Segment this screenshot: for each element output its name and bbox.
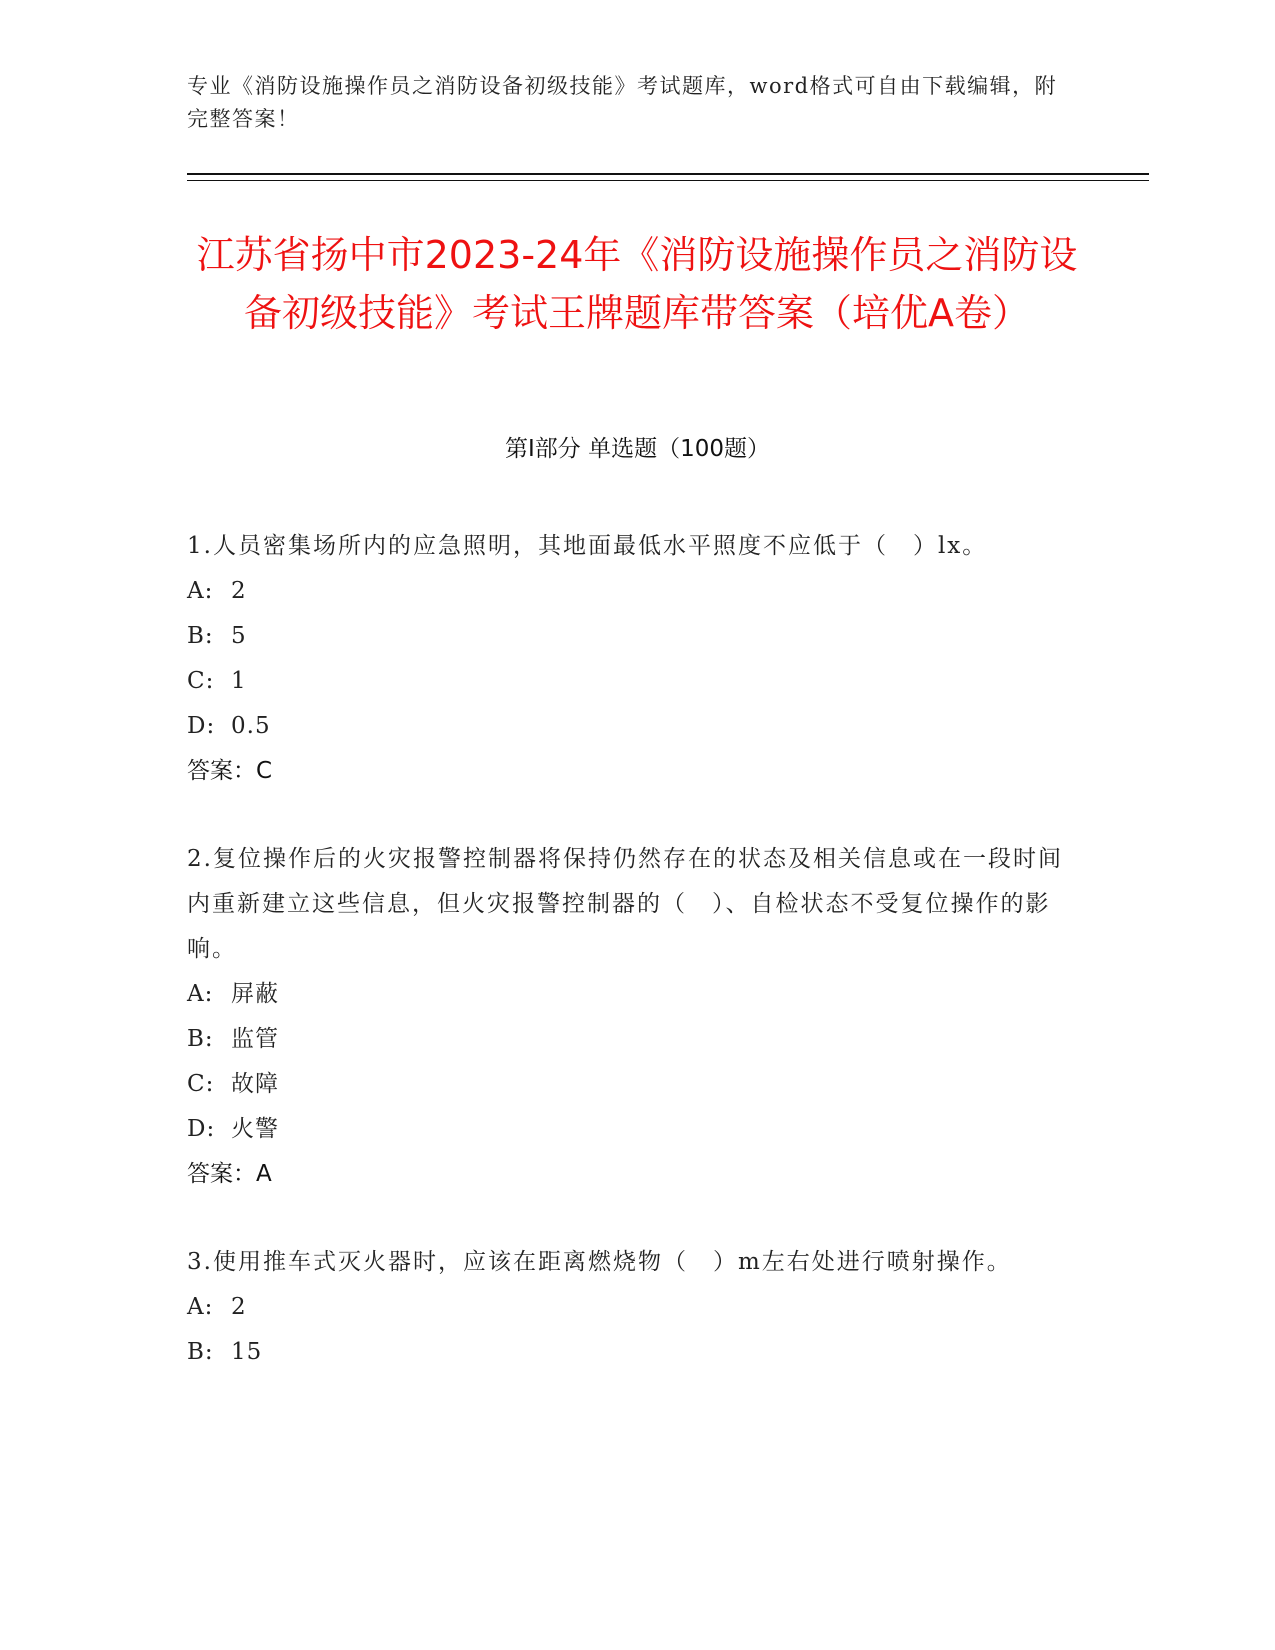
- option-letter: B:: [187, 623, 214, 649]
- option-letter: A:: [187, 1294, 214, 1320]
- option-letter: A:: [187, 981, 214, 1007]
- answer-line: 答案：C: [187, 758, 273, 784]
- option-letter: C:: [187, 668, 215, 694]
- option-b: [187, 1017, 1087, 1062]
- question-stem: 1.人员密集场所内的应急照明，其地面最低水平照度不应低于（ ）lx。: [187, 533, 988, 559]
- option-b: [187, 1330, 1087, 1375]
- option-text: 0.5: [231, 713, 271, 739]
- header-divider-thin: [187, 180, 1149, 181]
- option-letter: A:: [187, 578, 214, 604]
- option-letter: C:: [187, 1071, 215, 1097]
- question-2: [187, 837, 1087, 1197]
- question-3: [187, 1240, 1087, 1375]
- option-text: 屏蔽: [231, 981, 279, 1007]
- option-letter: B:: [187, 1339, 214, 1365]
- option-text: 监管: [231, 1026, 279, 1052]
- answer-line: 答案：A: [187, 1161, 272, 1187]
- question-stem: 3.使用推车式灭火器时，应该在距离燃烧物（ ）m左右处进行喷射操作。: [187, 1249, 1012, 1275]
- option-text: 2: [231, 578, 247, 604]
- option-text: 火警: [231, 1116, 279, 1142]
- option-d: [187, 1107, 1087, 1152]
- header-note: 专业《消防设施操作员之消防设备初级技能》考试题库，word格式可自由下载编辑，附完整答案！: [187, 74, 1058, 131]
- document-title: 江苏省扬中市2023-24年《消防设施操作员之消防设备初级技能》考试王牌题库带答案（培优A卷）: [196, 233, 1078, 335]
- option-d: [187, 704, 1087, 749]
- option-letter: B:: [187, 1026, 214, 1052]
- option-text: 15: [231, 1339, 263, 1365]
- option-text: 故障: [231, 1071, 279, 1097]
- option-a: [187, 569, 1087, 614]
- option-text: 5: [231, 623, 247, 649]
- option-b: [187, 614, 1087, 659]
- header-divider-thick: [187, 173, 1149, 175]
- option-a: [187, 1285, 1087, 1330]
- question-stem: 2.复位操作后的火灾报警控制器将保持仍然存在的状态及相关信息或在一段时间内重新建立这些信息，但火灾报警控制器的（ ）、自检状态不受复位操作的影响。: [187, 846, 1063, 962]
- option-a: [187, 972, 1087, 1017]
- option-c: [187, 659, 1087, 704]
- option-text: 2: [231, 1294, 247, 1320]
- section-heading: 第I部分 单选题（100题）: [505, 436, 770, 462]
- question-1: [187, 524, 1087, 794]
- option-text: 1: [231, 668, 247, 694]
- question-list: [187, 524, 1087, 1418]
- option-letter: D:: [187, 713, 216, 739]
- option-c: [187, 1062, 1087, 1107]
- option-letter: D:: [187, 1116, 216, 1142]
